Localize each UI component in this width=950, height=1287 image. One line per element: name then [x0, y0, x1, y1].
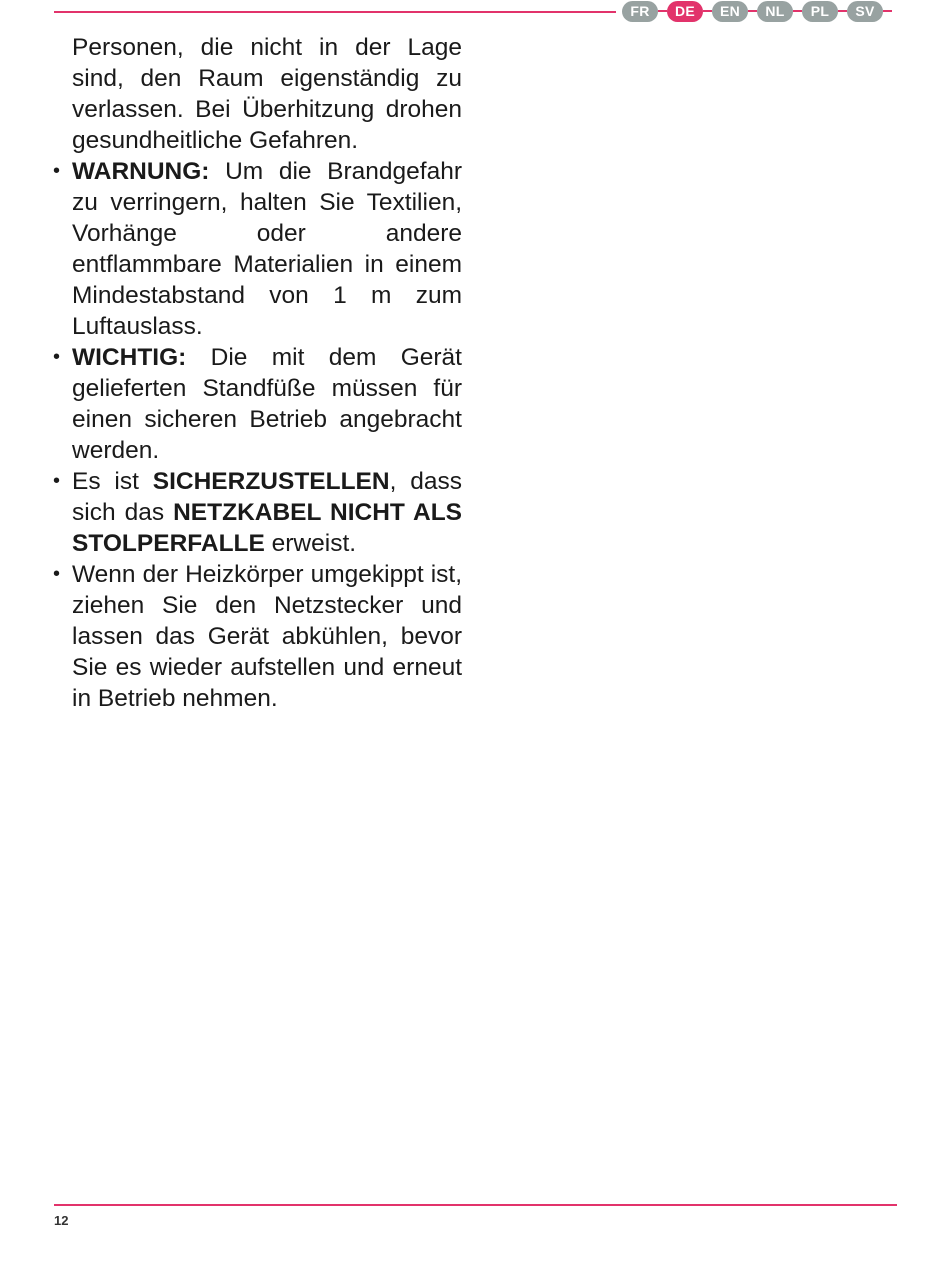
bullet-icon: • [53, 160, 61, 182]
lang-separator [793, 10, 802, 12]
cable-text-part: Es ist [72, 468, 153, 495]
language-nav [616, 0, 900, 22]
lang-tab-nl[interactable]: NL [757, 1, 793, 22]
lang-tab-fr[interactable]: FR [622, 1, 658, 22]
lang-separator [883, 10, 892, 12]
tipped-over-bullet [50, 559, 462, 714]
warning-text: Um die Brandgefahr zu verringern, halten Sie Textilien, Vorhänge oder andere entflammbare Materialien in einem Mindestabstand von 1 m zum Luftauslass. [72, 158, 462, 340]
safety-bullet-list [50, 156, 462, 714]
cable-text-part: erweist. [264, 530, 357, 557]
warning-fire-bullet [50, 156, 462, 342]
page-number: 12 [54, 1213, 69, 1228]
cable-trip-bullet [50, 466, 462, 559]
bullet-icon: • [53, 563, 61, 585]
cable-text-part: , dass sich das [72, 468, 462, 526]
lang-separator [838, 10, 847, 12]
lang-tab-sv[interactable]: SV [847, 1, 883, 22]
cable-emphasis: SICHERZUSTELLEN [152, 468, 390, 495]
footer-rule [54, 1204, 897, 1206]
bullet-icon: • [53, 346, 61, 368]
lang-separator [658, 10, 667, 12]
safety-instructions [50, 32, 462, 714]
important-label: WICHTIG: [72, 344, 187, 371]
lang-separator [748, 10, 757, 12]
important-feet-bullet [50, 342, 462, 466]
bullet-icon: • [53, 470, 61, 492]
lang-tab-de[interactable]: DE [667, 1, 703, 22]
lang-tab-en[interactable]: EN [712, 1, 748, 22]
tipped-over-text: Wenn der Heizkörper umgekippt ist, ziehen Sie den Netzstecker und lassen das Gerät abkühlen, bevor Sie es wieder aufstellen und erneut in Betrieb nehmen. [72, 561, 462, 712]
lang-separator [703, 10, 712, 12]
lang-tab-pl[interactable]: PL [802, 1, 838, 22]
important-text: Die mit dem Gerät gelieferten Standfüße müssen für einen sicheren Betrieb angebracht werden. [72, 344, 462, 464]
cable-emphasis: NETZKABEL NICHT ALS STOLPERFALLE [72, 499, 462, 557]
intro-paragraph: Personen, die nicht in der Lage sind, den Raum eigenständig zu verlassen. Bei Überhitzung drohen gesundheitliche Gefahren. [72, 34, 462, 154]
warning-label: WARNUNG: [72, 158, 210, 185]
